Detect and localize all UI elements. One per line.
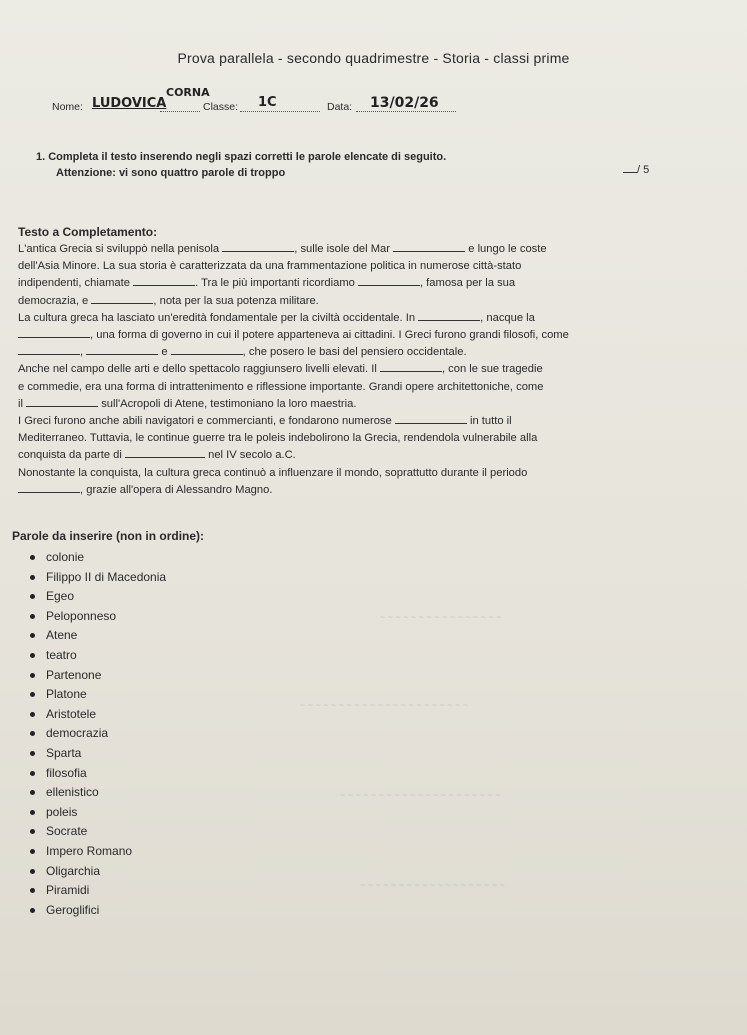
class-label: Classe:	[203, 101, 239, 113]
exercise-instruction: 1. Completa il testo inserendo negli spazi corretti le parole elencate di seguito.	[36, 151, 447, 163]
bleed-through-text: ~ ~ ~ ~ ~ ~ ~ ~ ~ ~ ~ ~ ~ ~ ~ ~ ~ ~ ~ ~ ~ ~	[300, 700, 469, 710]
bullet-icon	[30, 810, 35, 815]
word-list-item	[30, 901, 166, 921]
text-fragment: , grazie all'opera di Alessandro Magno.	[80, 483, 273, 496]
bullet-icon	[30, 731, 35, 736]
date-label: Data:	[327, 101, 353, 113]
word-list-item	[30, 685, 166, 705]
text-fragment: e	[158, 346, 171, 359]
word-list	[30, 548, 166, 920]
text-fragment: , famosa per la sua	[419, 277, 516, 290]
word-text: Piramidi	[46, 883, 90, 898]
word-text: colonie	[46, 550, 85, 564]
word-list-item	[30, 587, 166, 607]
answer-blank[interactable]	[133, 275, 195, 286]
word-text: poleis	[46, 804, 78, 819]
word-list-item	[30, 803, 166, 823]
word-text: Atene	[46, 628, 78, 643]
word-list-item	[30, 607, 166, 627]
bullet-icon	[30, 908, 35, 913]
text-line	[18, 396, 718, 413]
text-fragment: in tutto il	[466, 415, 512, 428]
word-text: Filippo II di Macedonia	[46, 569, 167, 584]
text-fragment: , nota per la sua potenza militare.	[153, 294, 319, 307]
text-fragment: Nonostante la conquista, la cultura greca continuò a influenzare il mondo, soprattutto durante il periodo	[18, 466, 528, 479]
name-dotted-line	[160, 101, 200, 112]
word-text: teatro	[46, 647, 77, 662]
answer-blank[interactable]	[380, 361, 442, 372]
text-line	[18, 413, 718, 430]
word-list-title: Parole da inserire (non in ordine):	[12, 529, 205, 543]
text-fragment: nel IV secolo a.C.	[204, 449, 296, 462]
word-text: Impero Romano	[46, 843, 133, 858]
answer-blank[interactable]	[171, 344, 243, 355]
text-fragment: e commedie, era una forma di intrattenimento e riflessione importante. Grandi opere architettoniche, come	[18, 380, 544, 393]
bullet-icon	[30, 849, 35, 854]
date-value[interactable]: 13/02/26	[370, 95, 439, 111]
name-label: Nome:	[52, 101, 83, 113]
text-line	[18, 447, 718, 464]
text-line	[18, 482, 718, 499]
text-fragment: . Tra le più importanti ricordiamo	[195, 277, 358, 290]
text-fragment: , una forma di governo in cui il potere apparteneva ai cittadini. I Greci furono grandi filosofi, come	[90, 329, 569, 342]
text-line	[18, 344, 718, 361]
word-list-item	[30, 568, 166, 588]
text-fragment: dell'Asia Minore. La sua storia è caratterizzata da una frammentazione politica in numerose città-stato	[18, 260, 522, 273]
word-list-item	[30, 783, 166, 803]
text-fragment: il	[18, 397, 27, 410]
word-list-item	[30, 705, 166, 725]
bleed-through-text: ~ ~ ~ ~ ~ ~ ~ ~ ~ ~ ~ ~ ~ ~ ~ ~	[380, 612, 502, 622]
word-text: Sparta	[46, 745, 82, 760]
word-text: Geroglifici	[46, 902, 100, 917]
bullet-icon	[30, 751, 35, 756]
bullet-icon	[30, 594, 35, 599]
text-fragment: democrazia, e	[18, 294, 92, 307]
word-list-item	[30, 881, 166, 901]
text-line	[18, 275, 718, 292]
bullet-icon	[30, 673, 35, 678]
answer-blank[interactable]	[18, 344, 80, 355]
text-fragment: indipendenti, chiamate	[18, 277, 134, 290]
exercise-note: Attenzione: vi sono quattro parole di troppo	[56, 167, 286, 179]
page-title: Prova parallela - secondo quadrimestre - Storia - classi prime	[177, 50, 570, 66]
word-list-item	[30, 646, 166, 666]
answer-blank[interactable]	[26, 396, 98, 407]
text-fragment: , che posero le basi del pensiero occidentale.	[242, 346, 467, 359]
bullet-icon	[30, 575, 35, 580]
answer-blank[interactable]	[393, 241, 465, 252]
answer-blank[interactable]	[358, 275, 420, 286]
cloze-text	[18, 241, 718, 499]
word-list-item	[30, 548, 166, 568]
word-list-item	[30, 822, 166, 842]
text-line	[18, 327, 718, 344]
text-line	[18, 241, 718, 258]
bullet-icon	[30, 869, 35, 874]
bleed-through-text: ~ ~ ~ ~ ~ ~ ~ ~ ~ ~ ~ ~ ~ ~ ~ ~ ~ ~ ~	[360, 880, 505, 890]
text-line	[18, 258, 718, 275]
word-list-item	[30, 862, 166, 882]
bullet-icon	[30, 633, 35, 638]
word-list-item	[30, 744, 166, 764]
class-dotted-line	[240, 101, 320, 112]
word-text: Socrate	[46, 824, 88, 839]
text-fragment: ,	[80, 346, 87, 359]
bullet-icon	[30, 829, 35, 834]
word-text: filosofia	[46, 765, 87, 780]
answer-blank[interactable]	[91, 293, 153, 304]
answer-blank[interactable]	[395, 413, 467, 424]
word-list-item	[30, 724, 166, 744]
word-text: democrazia	[46, 726, 109, 741]
word-list-item	[30, 626, 166, 646]
bullet-icon	[30, 653, 35, 658]
text-fragment: L'antica Grecia si sviluppò nella penisola	[18, 243, 223, 255]
class-value[interactable]: 1C	[258, 95, 277, 110]
word-text: Partenone	[46, 667, 102, 682]
name-extra-value[interactable]: CORNA	[166, 86, 210, 99]
text-fragment: , sulle isole del Mar	[294, 243, 394, 255]
word-text: Peloponneso	[46, 608, 117, 623]
text-line	[18, 361, 718, 378]
bullet-icon	[30, 614, 35, 619]
text-line	[18, 430, 718, 447]
bullet-icon	[30, 555, 35, 560]
bullet-icon	[30, 692, 35, 697]
bullet-icon	[30, 888, 35, 893]
bullet-icon	[30, 771, 35, 776]
text-fragment: Mediterraneo. Tuttavia, le continue guerre tra le poleis indebolirono la Grecia, rendendola vulnerabile alla	[18, 432, 538, 445]
text-section-title: Testo a Completamento:	[18, 225, 158, 239]
answer-blank[interactable]	[418, 310, 480, 321]
answer-blank[interactable]	[86, 344, 158, 355]
text-fragment: Anche nel campo delle arti e dello spettacolo raggiunsero livelli elevati. Il	[18, 363, 380, 376]
text-line	[18, 465, 718, 482]
answer-blank[interactable]	[18, 327, 90, 338]
answer-blank[interactable]	[125, 447, 205, 458]
bullet-icon	[30, 712, 35, 717]
score-text: / 5	[637, 164, 650, 176]
text-fragment: , con le sue tragedie	[441, 363, 543, 376]
bleed-through-text: ~ ~ ~ ~ ~ ~ ~ ~ ~ ~ ~ ~ ~ ~ ~ ~ ~ ~ ~ ~ ~	[340, 790, 501, 800]
word-text: Aristotele	[46, 706, 97, 721]
text-fragment: e lungo le coste	[465, 243, 547, 255]
text-fragment: , nacque la	[480, 311, 535, 324]
score-box	[623, 164, 649, 176]
text-line	[18, 310, 718, 327]
word-text: Egeo	[46, 589, 75, 604]
text-fragment: sull'Acropoli di Atene, testimoniano la loro maestria.	[98, 397, 357, 410]
text-line	[18, 379, 718, 396]
word-list-item	[30, 842, 166, 862]
text-line	[18, 293, 718, 310]
text-fragment: I Greci furono anche abili navigatori e commercianti, e fondarono numerose	[18, 415, 395, 428]
answer-blank[interactable]	[18, 482, 80, 493]
word-list-item	[30, 764, 166, 784]
word-list-item	[30, 666, 166, 686]
answer-blank[interactable]	[222, 241, 294, 252]
text-fragment: La cultura greca ha lasciato un'eredità fondamentale per la civiltà occidentale. In	[18, 311, 419, 324]
word-text: Platone	[46, 687, 87, 702]
word-text: ellenistico	[46, 785, 99, 800]
bullet-icon	[30, 790, 35, 795]
name-value[interactable]: LUDOVICA	[92, 96, 167, 111]
word-text: Oligarchia	[46, 863, 101, 878]
text-fragment: conquista da parte di	[18, 449, 125, 462]
